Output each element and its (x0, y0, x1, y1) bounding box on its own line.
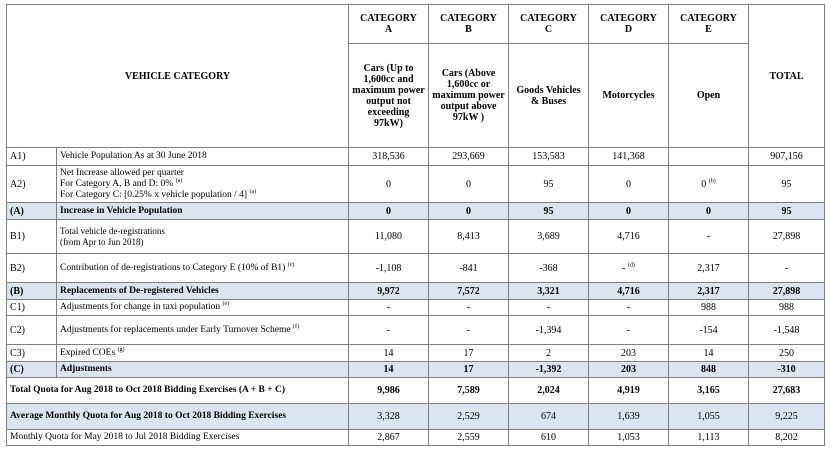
cell-a: 3,328 (349, 404, 429, 430)
row-code: C3) (7, 345, 57, 362)
category-b-description: Cars (Above 1,600cc or maximum power output above 97kW ) (429, 44, 509, 148)
cell-b: 293,669 (429, 148, 509, 166)
cell-c: 3,689 (509, 220, 589, 254)
cell-d: 4,716 (589, 220, 669, 254)
row-code: A1) (7, 148, 57, 166)
cell-total: 988 (749, 300, 825, 316)
cell-c: -1,394 (509, 316, 589, 345)
cell-d: 0 (589, 203, 669, 220)
vehicle-category-header: VEHICLE CATEGORY (7, 5, 349, 148)
cell-b: 8,413 (429, 220, 509, 254)
cell-c: 95 (509, 166, 589, 203)
row-c2 (7, 316, 825, 345)
row-label: Expired COEs $^{(g)}$ (57, 345, 349, 362)
cell-a: -1,108 (349, 254, 429, 283)
category-b-header: CATEGORY B (429, 5, 509, 44)
cell-a: 9,986 (349, 378, 429, 404)
cell-total: -310 (749, 362, 825, 378)
row-code: B1) (7, 220, 57, 254)
row-label: Net Increase allowed per quarter For Category A, B and D: 0% $^{(a)}$ For Category C: [0.25% x vehicle population / 4] $^{(a)}$ (57, 166, 349, 203)
category-e-header: CATEGORY E (669, 5, 749, 44)
cell-e: 1,113 (669, 430, 749, 446)
category-e-description: Open (669, 44, 749, 148)
cell-d: 1,639 (589, 404, 669, 430)
category-c-description: Goods Vehicles & Buses (509, 44, 589, 148)
row-total-quota (7, 378, 825, 404)
cell-b: -841 (429, 254, 509, 283)
cell-total: -1,548 (749, 316, 825, 345)
cell-c: 153,583 (509, 148, 589, 166)
header-category-row (7, 5, 825, 44)
cell-a: 14 (349, 345, 429, 362)
cell-total: 95 (749, 166, 825, 203)
cell-total: 27,683 (749, 378, 825, 404)
cell-a: 2,867 (349, 430, 429, 446)
cell-a: 11,080 (349, 220, 429, 254)
cell-a: 0 (349, 203, 429, 220)
cell-c: 2,024 (509, 378, 589, 404)
cell-a: 318,536 (349, 148, 429, 166)
row-label: Adjustments for change in taxi population $^{(e)}$ (57, 300, 349, 316)
cell-c: - (509, 300, 589, 316)
cell-a: 9,972 (349, 283, 429, 300)
cell-e: 1,055 (669, 404, 749, 430)
row-label: Increase in Vehicle Population (57, 203, 349, 220)
category-d-header: CATEGORY D (589, 5, 669, 44)
cell-e: 2,317 (669, 283, 749, 300)
cell-c: 2 (509, 345, 589, 362)
row-c1 (7, 300, 825, 316)
cell-b: 0 (429, 203, 509, 220)
cell-a: - (349, 316, 429, 345)
cell-total: 9,225 (749, 404, 825, 430)
row-label: Adjustments for replacements under Early Turnover Scheme $^{(f)}$ (57, 316, 349, 345)
cell-d: 203 (589, 345, 669, 362)
row-monthly-quota-previous (7, 430, 825, 446)
coe-quota-table (6, 4, 825, 446)
total-header: TOTAL (749, 5, 825, 148)
row-a1 (7, 148, 825, 166)
cell-b: 2,529 (429, 404, 509, 430)
cell-b: 17 (429, 362, 509, 378)
row-b2 (7, 254, 825, 283)
cell-total: 250 (749, 345, 825, 362)
category-c-header: CATEGORY C (509, 5, 589, 44)
cell-e: -154 (669, 316, 749, 345)
cell-d: 0 (589, 166, 669, 203)
cell-b: - (429, 300, 509, 316)
cell-d: 4,716 (589, 283, 669, 300)
row-label: Total vehicle de-registrations (from Apr to Jun 2018) (57, 220, 349, 254)
row-a-subtotal (7, 203, 825, 220)
row-c-subtotal (7, 362, 825, 378)
cell-total: 907,156 (749, 148, 825, 166)
cell-b: 0 (429, 166, 509, 203)
cell-c: 674 (509, 404, 589, 430)
cell-c: 610 (509, 430, 589, 446)
row-a2 (7, 166, 825, 203)
row-label: Total Quota for Aug 2018 to Oct 2018 Bidding Exercises (A + B + C) (7, 378, 349, 404)
category-a-header: CATEGORY A (349, 5, 429, 44)
cell-e: 3,165 (669, 378, 749, 404)
cell-c: -1,392 (509, 362, 589, 378)
cell-a: 0 (349, 166, 429, 203)
cell-d: 141,368 (589, 148, 669, 166)
row-label: Average Monthly Quota for Aug 2018 to Oct 2018 Bidding Exercises (7, 404, 349, 430)
row-label: Replacements of De-registered Vehicles (57, 283, 349, 300)
cell-c: -368 (509, 254, 589, 283)
row-label: Adjustments (57, 362, 349, 378)
cell-c: 95 (509, 203, 589, 220)
cell-d: 1,053 (589, 430, 669, 446)
cell-d: - (589, 300, 669, 316)
category-a-description: Cars (Up to 1,600cc and maximum power output not exceeding 97kW) (349, 44, 429, 148)
cell-b: 7,572 (429, 283, 509, 300)
row-b1 (7, 220, 825, 254)
cell-b: 2,559 (429, 430, 509, 446)
cell-total: 8,202 (749, 430, 825, 446)
cell-e: 0 (669, 203, 749, 220)
cell-total: 27,898 (749, 283, 825, 300)
cell-e: - (669, 220, 749, 254)
row-code: A2) (7, 166, 57, 203)
row-code: (A) (7, 203, 57, 220)
row-average-monthly-quota (7, 404, 825, 430)
cell-b: 17 (429, 345, 509, 362)
row-label: Vehicle Population As at 30 June 2018 (57, 148, 349, 166)
cell-e: 848 (669, 362, 749, 378)
cell-d: - $^{(d)}$ (589, 254, 669, 283)
row-code: (B) (7, 283, 57, 300)
row-c3 (7, 345, 825, 362)
cell-b: 7,589 (429, 378, 509, 404)
row-b-subtotal (7, 283, 825, 300)
cell-a: - (349, 300, 429, 316)
cell-e: 988 (669, 300, 749, 316)
cell-d: 203 (589, 362, 669, 378)
row-code: B2) (7, 254, 57, 283)
cell-b: - (429, 316, 509, 345)
cell-a: 14 (349, 362, 429, 378)
cell-e (669, 148, 749, 166)
category-d-description: Motorcycles (589, 44, 669, 148)
cell-d: - (589, 316, 669, 345)
cell-e: 0 $^{(b)}$ (669, 166, 749, 203)
row-label: Contribution of de-registrations to Category E (10% of B1) $^{(c)}$ (57, 254, 349, 283)
row-code: C1) (7, 300, 57, 316)
row-code: C2) (7, 316, 57, 345)
cell-total: - (749, 254, 825, 283)
cell-c: 3,321 (509, 283, 589, 300)
cell-e: 14 (669, 345, 749, 362)
row-label: Monthly Quota for May 2018 to Jul 2018 Bidding Exercises (7, 430, 349, 446)
cell-d: 4,919 (589, 378, 669, 404)
cell-total: 27,898 (749, 220, 825, 254)
cell-e: 2,317 (669, 254, 749, 283)
cell-total: 95 (749, 203, 825, 220)
row-code: (C) (7, 362, 57, 378)
